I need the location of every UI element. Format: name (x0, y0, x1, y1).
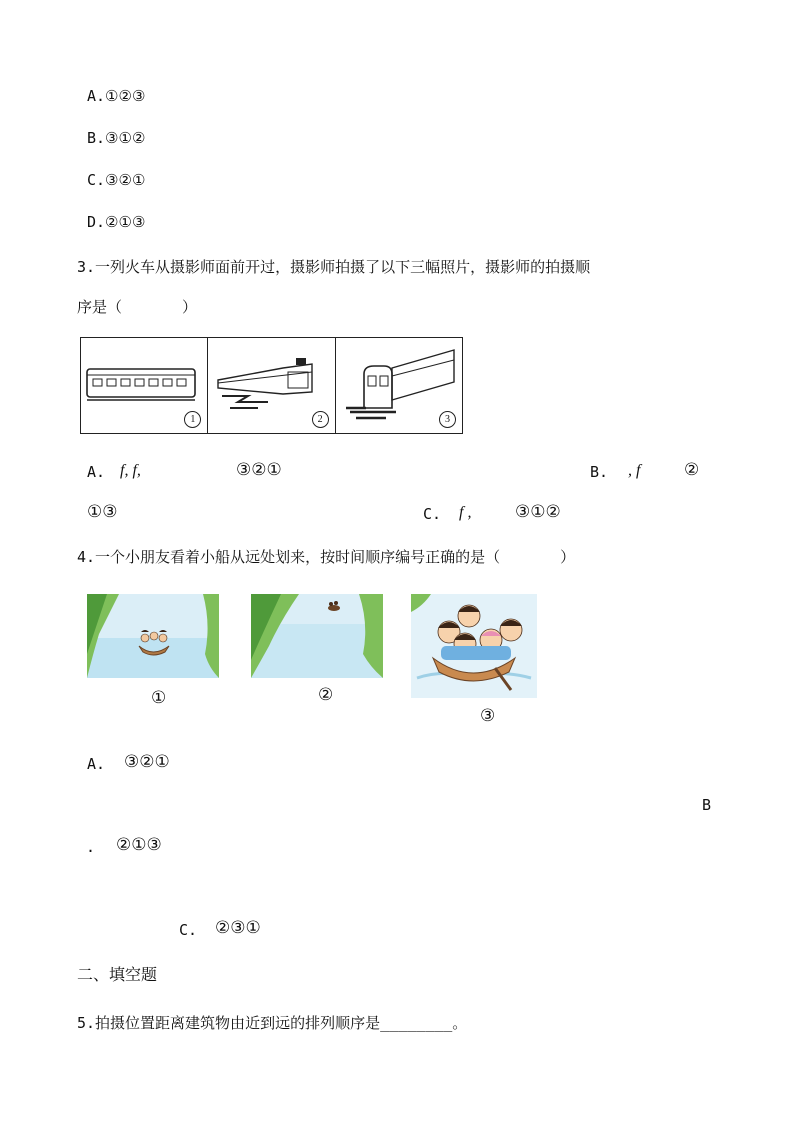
q3-stem-line1: 3.一列火车从摄影师面前开过，摄影师拍摄了以下三幅照片，摄影师的拍摄顺 (77, 258, 591, 276)
boat-picture-label-3: ③ (480, 706, 496, 726)
boat-picture-label-1: ① (151, 688, 167, 708)
q3-option-b-answer-part2: ①③ (87, 502, 118, 522)
q4-option-a-letter: A. (87, 755, 106, 773)
q4-option-c-letter: C. (179, 921, 198, 939)
boat-picture-2 (251, 594, 383, 678)
train-photo-1 (81, 338, 208, 433)
boat-picture-label-2: ② (318, 685, 334, 705)
q2-option-a: A.①②③ (87, 87, 146, 105)
q3-option-c-letter: C. (423, 505, 442, 523)
q4-option-b-dot: . (86, 838, 96, 856)
boat-picture-1 (87, 594, 219, 678)
q3-option-a-letter: A. (87, 463, 106, 481)
q5-stem: 5.拍摄位置距离建筑物由近到远的排列顺序是________。 (77, 1014, 468, 1032)
photo-number-3: 3 (439, 411, 456, 428)
q3-train-photos (80, 337, 463, 434)
q3-option-c-marks: f , (459, 504, 472, 521)
q3-option-c-answer: ③①② (515, 502, 561, 522)
q2-option-b: B.③①② (87, 129, 146, 147)
q3-option-b-letter: B. (590, 463, 609, 481)
boat-mid-distance-icon (87, 594, 219, 678)
q2-option-c: C.③②① (87, 171, 146, 189)
photo-number-1: 1 (184, 411, 201, 428)
q3-option-a-answer: ③②① (236, 460, 282, 480)
q3-option-b-answer-part1: ② (684, 460, 700, 480)
train-photo-2 (208, 338, 335, 433)
boat-far-distance-icon (251, 594, 383, 678)
q3-stem-line2: 序是（ ） (77, 298, 198, 316)
train-photo-3 (336, 338, 462, 433)
q4-option-c-answer: ②③① (215, 918, 261, 938)
boat-picture-3 (411, 594, 537, 698)
q4-option-b-answer: ②①③ (116, 835, 162, 855)
photo-number-2: 2 (312, 411, 329, 428)
q4-option-a-answer: ③②① (124, 752, 170, 772)
q3-option-b-marks: , f (628, 462, 641, 479)
q4-option-b-letter: B (702, 796, 712, 814)
q3-option-a-marks: f, f, (120, 462, 141, 479)
boat-near-icon (411, 594, 537, 698)
q2-option-d: D.②①③ (87, 213, 146, 231)
q4-stem: 4.一个小朋友看着小船从远处划来，按时间顺序编号正确的是（ ） (77, 548, 576, 566)
section-title-fill-in: 二、填空题 (77, 965, 158, 984)
